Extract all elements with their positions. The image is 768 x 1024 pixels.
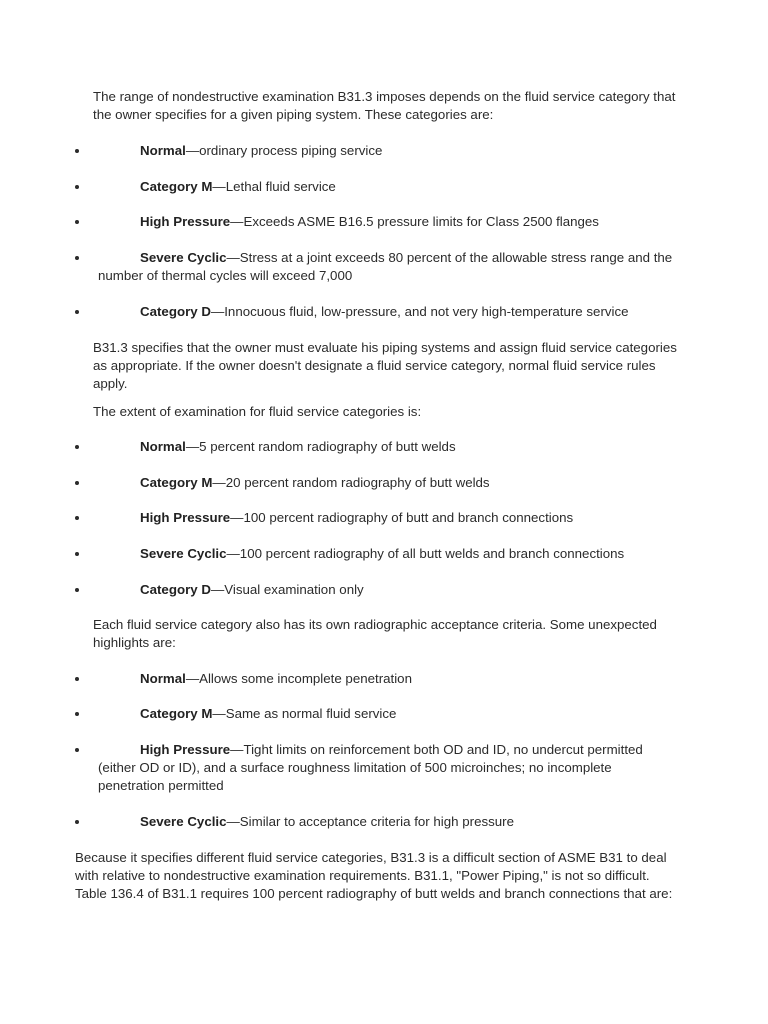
item-desc: —Visual examination only [210,582,364,597]
list-item [75,813,675,831]
bullet-icon [75,438,83,449]
bullet-icon [75,303,83,314]
list-item [75,581,675,599]
list-item [75,705,675,723]
list-item [75,741,675,796]
item-term: High Pressure [140,214,231,229]
bullet-icon [75,813,83,824]
item-term: High Pressure [140,742,231,757]
item-desc: —Exceeds ASME B16.5 pressure limits for Class 2500 flanges [230,214,599,229]
owner-paragraph: B31.3 specifies that the owner must evaluate his piping systems and assign fluid service categories as appropriate. If the owner doesn't designate a fluid service category, normal fluid service rules apply. [93,340,677,392]
item-term: Category M [140,179,213,194]
item-desc: —5 percent random radiography of butt welds [185,439,456,454]
extent-intro-paragraph: The extent of examination for fluid service categories is: [93,404,422,419]
list-item [75,474,675,492]
item-term: Category M [140,706,213,721]
list-item [75,509,675,527]
list-item [75,670,675,688]
item-term: Normal [140,439,186,454]
item-term: Category M [140,475,213,490]
criteria-intro-paragraph: Each fluid service category also has its own radiographic acceptance criteria. Some unexpected highlights are: [93,617,657,651]
item-desc: —Lethal fluid service [212,179,336,194]
item-desc: —Tight limits on reinforcement both OD and ID, no undercut permitted (either OD or ID), and a surface roughness limitation of 500 microinches; no incomplete penetration permitted [98,742,643,794]
item-desc: —Same as normal fluid service [212,706,397,721]
list-item [75,303,675,321]
list-item [75,438,675,456]
bullet-icon [75,741,83,752]
item-desc: —Stress at a joint exceeds 80 percent of the allowable stress range and the number of thermal cycles will exceed 7,000 [98,250,673,284]
list-item [75,178,675,196]
bullet-icon [75,670,83,681]
item-term: Normal [140,671,186,686]
item-desc: —20 percent random radiography of butt welds [212,475,490,490]
item-desc: —Allows some incomplete penetration [185,671,412,686]
item-desc: —100 percent radiography of butt and branch connections [230,510,574,525]
intro-paragraph: The range of nondestructive examination B31.3 imposes depends on the fluid service category that the owner specifies for a given piping system. These categories are: [93,89,676,123]
bullet-icon [75,178,83,189]
bullet-icon [75,545,83,556]
item-term: Normal [140,143,186,158]
item-term: Severe Cyclic [140,546,227,561]
bullet-icon [75,705,83,716]
item-desc: —Innocuous fluid, low-pressure, and not very high-temperature service [210,304,629,319]
item-term: Severe Cyclic [140,250,227,265]
item-term: Category D [140,304,211,319]
item-term: High Pressure [140,510,231,525]
list-item [75,249,675,285]
bullet-icon [75,509,83,520]
list-item [75,213,675,231]
list-item [75,545,675,563]
bullet-icon [75,474,83,485]
item-term: Category D [140,582,211,597]
bullet-icon [75,249,83,260]
item-desc: —ordinary process piping service [185,143,383,158]
item-desc: —100 percent radiography of all butt welds and branch connections [226,546,625,561]
bullet-icon [75,142,83,153]
item-desc: —Similar to acceptance criteria for high pressure [226,814,514,829]
list-item [75,142,675,160]
bullet-icon [75,213,83,224]
item-term: Severe Cyclic [140,814,227,829]
closing-paragraph: Because it specifies different fluid service categories, B31.3 is a difficult section of ASME B31 to deal with relative to nondestructive examination requirements. B31.1, "Power Piping," is not so difficult. Table 136.4 of B31.1 requires 100 percent radiography of butt welds and branch connections that are: [75,850,673,902]
bullet-icon [75,581,83,592]
